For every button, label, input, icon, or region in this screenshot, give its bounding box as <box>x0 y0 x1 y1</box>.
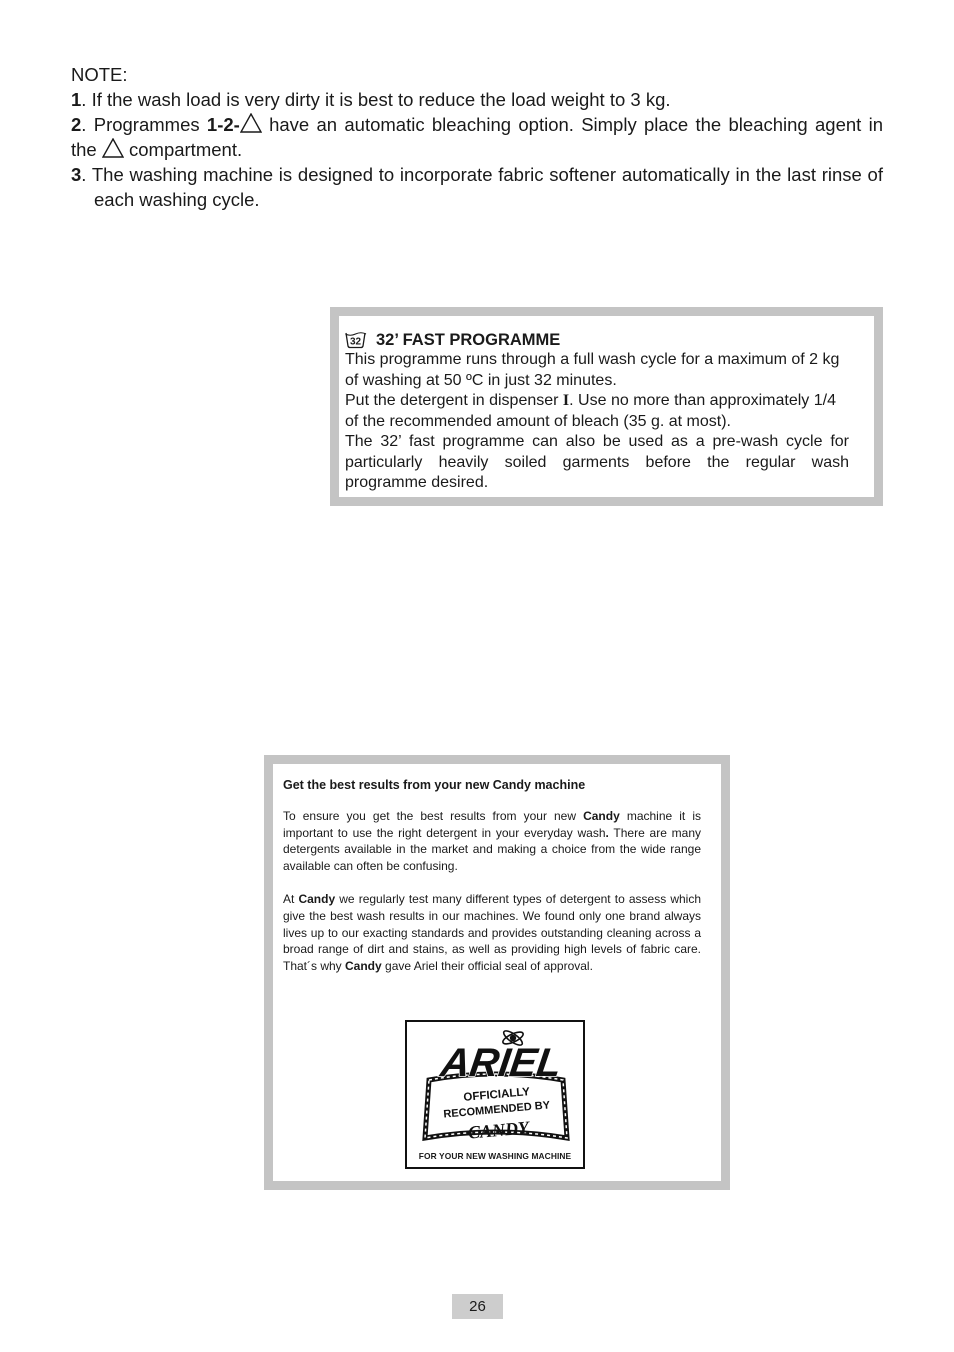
fast-programme-para-1: This programme runs through a full wash cycle for a maximum of 2 kg of washing at 50 ºC in just 32 minutes. <box>345 351 840 389</box>
wash-tub-32-icon <box>345 331 367 349</box>
seal-line-1: OFFICIALLY <box>463 1086 531 1104</box>
candy-recommendation-content <box>273 764 721 1181</box>
fast-programme-box <box>330 307 883 506</box>
ariel-wordmark: ARIEL <box>438 1040 565 1085</box>
logo-tagline: FOR YOUR NEW WASHING MACHINE <box>418 1151 572 1162</box>
fast-programme-para-3: The 32’ fast programme can also be used as a pre-wash cycle for particularly heavily soiled garments before the regular wash programme desired. <box>345 433 849 491</box>
page-number: 26 <box>452 1294 503 1319</box>
fast-programme-content <box>339 316 874 497</box>
seal-line-2: RECOMMENDED BY <box>442 1099 551 1121</box>
candy-box-para-2: At Candy we regularly test many different types of detergent to assess which give the best wash results in our machines. We found only one brand always lives up to our exacting standards and provides outstanding cleaning across a broad range of dirt and stains, as well as providing high levels of fabric care. That´s why Candy gave Ariel their official seal of approval. <box>283 891 701 974</box>
ariel-seal-graphic <box>407 1022 583 1154</box>
candy-wordmark: CANDY <box>467 1117 530 1143</box>
note-heading: NOTE: <box>71 64 128 85</box>
candy-recommendation-box <box>264 755 730 1190</box>
note-item-1: 1. If the wash load is very dirty it is best to reduce the load weight to 3 kg. <box>71 89 671 110</box>
fast-programme-title-row <box>345 330 849 350</box>
candy-box-title: Get the best results from your new Candy machine <box>283 778 586 792</box>
note-section <box>71 62 883 212</box>
candy-box-para-1: To ensure you get the best results from your new Candy machine it is important to use the right detergent in your everyday wash. There are many detergents available in the market and making a choice from the wide range available can often be confusing. <box>283 808 701 874</box>
note-item-3: 3. The washing machine is designed to incorporate fabric softener automatically in the last rinse of each washing cycle. <box>71 164 883 210</box>
paragraph-gap <box>283 875 701 891</box>
fast-programme-para-2: Put the detergent in dispenser I. Use no more than approximately 1/4 of the recommended amount of bleach (35 g. at most). <box>345 392 836 430</box>
fast-programme-title: 32’ FAST PROGRAMME <box>376 331 561 349</box>
bleach-triangle-icon <box>240 113 262 133</box>
bleach-triangle-icon <box>102 138 124 158</box>
dispenser-symbol: I <box>562 392 570 409</box>
note-item-2: 2. Programmes 1-2- have an automatic bleaching option. Simply place the bleaching agent in the compartment. <box>71 114 883 160</box>
wash-tub-label: 32 <box>349 336 362 348</box>
ariel-recommended-logo <box>405 1020 585 1169</box>
